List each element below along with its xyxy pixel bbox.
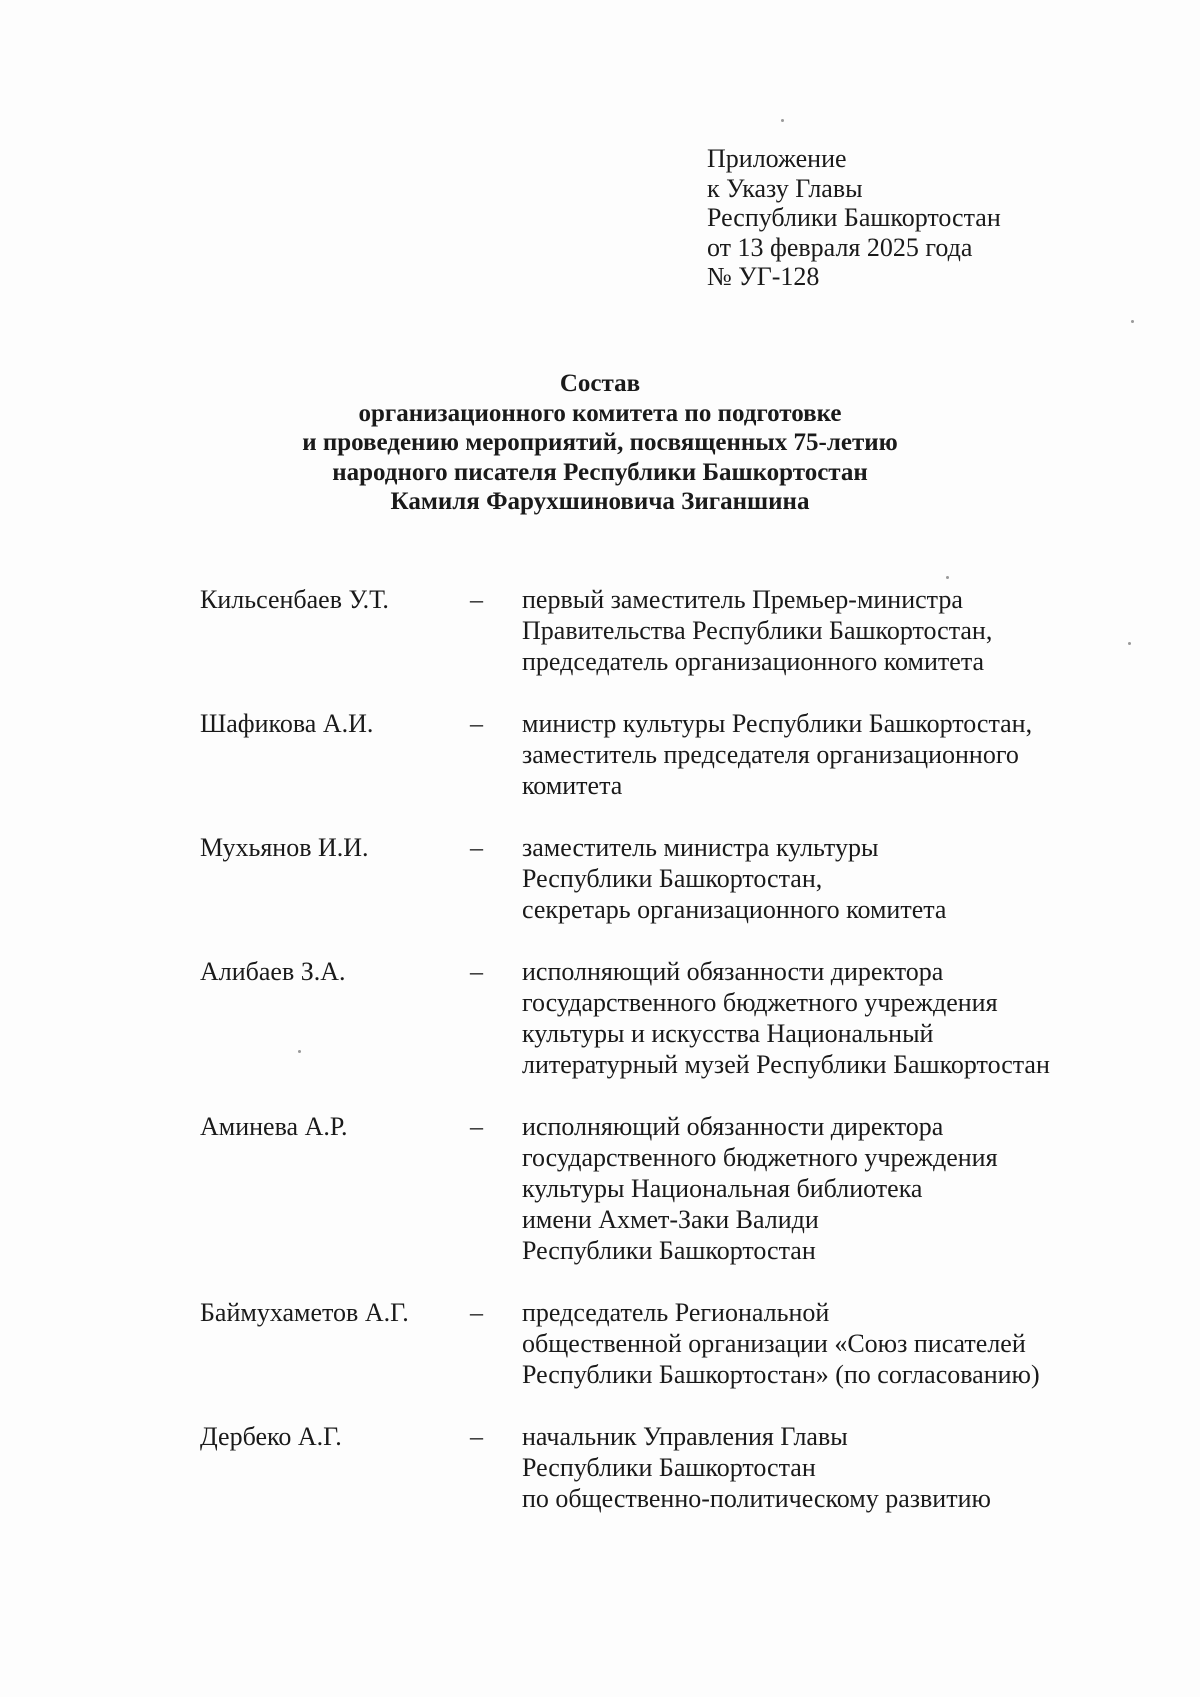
position-line: министр культуры Республики Башкортостан, xyxy=(522,709,1033,738)
member-dash: – xyxy=(470,1298,483,1327)
annex-line: к Указу Главы xyxy=(707,173,863,203)
member-entry xyxy=(0,1111,1200,1266)
member-name: Аминева А.Р. xyxy=(200,1112,348,1141)
position-line: общественной организации «Союз писателей xyxy=(522,1329,1026,1358)
member-entry xyxy=(0,584,1200,677)
member-dash: – xyxy=(470,1112,483,1141)
member-name: Кильсенбаев У.Т. xyxy=(200,585,389,614)
annex-line: от 13 февраля 2025 года xyxy=(707,232,973,262)
position-line: Республики Башкортостан xyxy=(522,1453,816,1482)
member-entry xyxy=(0,1421,1200,1514)
position-line: имени Ахмет-Заки Валиди xyxy=(522,1205,819,1234)
title-line: Состав xyxy=(559,370,641,397)
position-line: исполняющий обязанности директора xyxy=(522,1112,944,1141)
position-line: заместитель председателя организационного xyxy=(522,740,1019,769)
scan-speck xyxy=(946,576,949,579)
position-line: исполняющий обязанности директора xyxy=(522,957,944,986)
annex-line: Приложение xyxy=(707,144,847,173)
position-line: Правительства Республики Башкортостан, xyxy=(522,616,993,645)
position-line: культуры и искусства Национальный xyxy=(522,1019,934,1048)
member-dash: – xyxy=(470,957,483,986)
member-name: Мухьянов И.И. xyxy=(200,833,369,862)
scan-speck xyxy=(298,1050,301,1053)
position-line: председатель Региональной xyxy=(522,1298,830,1327)
member-position xyxy=(522,1421,1122,1514)
member-entry xyxy=(0,1297,1200,1390)
position-line: литературный музей Республики Башкортостан xyxy=(522,1050,1050,1079)
position-line: государственного бюджетного учреждения xyxy=(522,1143,998,1172)
position-line: государственного бюджетного учреждения xyxy=(522,988,998,1017)
member-position xyxy=(522,708,1122,801)
member-position xyxy=(522,1297,1122,1390)
member-entry xyxy=(0,832,1200,925)
member-entry xyxy=(0,956,1200,1080)
position-line: Республики Башкортостан» (по согласованию) xyxy=(522,1360,1040,1389)
member-position xyxy=(522,584,1122,677)
member-dash: – xyxy=(470,1422,483,1451)
member-dash: – xyxy=(470,709,483,738)
document-title xyxy=(200,369,1000,517)
scan-speck xyxy=(1128,642,1131,645)
annex-line: № УГ-128 xyxy=(707,262,820,291)
title-line: Камиля Фарухшиновича Зиганшина xyxy=(390,488,810,515)
member-name: Шафикова А.И. xyxy=(200,709,374,738)
annex-block xyxy=(707,144,1001,292)
member-entry xyxy=(0,708,1200,801)
annex-line: Республики Башкортостан xyxy=(707,203,1001,232)
position-line: председатель организационного комитета xyxy=(522,647,985,676)
position-line: начальник Управления Главы xyxy=(522,1422,848,1451)
member-dash: – xyxy=(470,585,483,614)
position-line: секретарь организационного комитета xyxy=(522,895,947,924)
position-line: комитета xyxy=(522,771,623,800)
position-line: Республики Башкортостан xyxy=(522,1236,816,1265)
position-line: первый заместитель Премьер-министра xyxy=(522,585,963,614)
position-line: заместитель министра культуры xyxy=(522,833,879,862)
member-position xyxy=(522,956,1122,1080)
member-position xyxy=(522,1111,1122,1266)
member-position xyxy=(522,832,1122,925)
member-name: Баймухаметов А.Г. xyxy=(200,1298,409,1327)
committee-member-list xyxy=(0,584,1200,1545)
scan-speck xyxy=(1131,320,1134,323)
position-line: Республики Башкортостан, xyxy=(522,864,823,893)
scan-speck xyxy=(781,119,784,122)
member-name: Дербеко А.Г. xyxy=(200,1422,342,1451)
member-name: Алибаев З.А. xyxy=(200,957,346,986)
title-line: и проведению мероприятий, посвященных 75-летию xyxy=(302,429,898,456)
member-dash: – xyxy=(470,833,483,862)
position-line: культуры Национальная библиотека xyxy=(522,1174,923,1203)
position-line: по общественно-политическому развитию xyxy=(522,1484,991,1513)
title-line: организационного комитета по подготовке xyxy=(358,399,842,427)
title-line: народного писателя Республики Башкортостан xyxy=(332,458,868,486)
